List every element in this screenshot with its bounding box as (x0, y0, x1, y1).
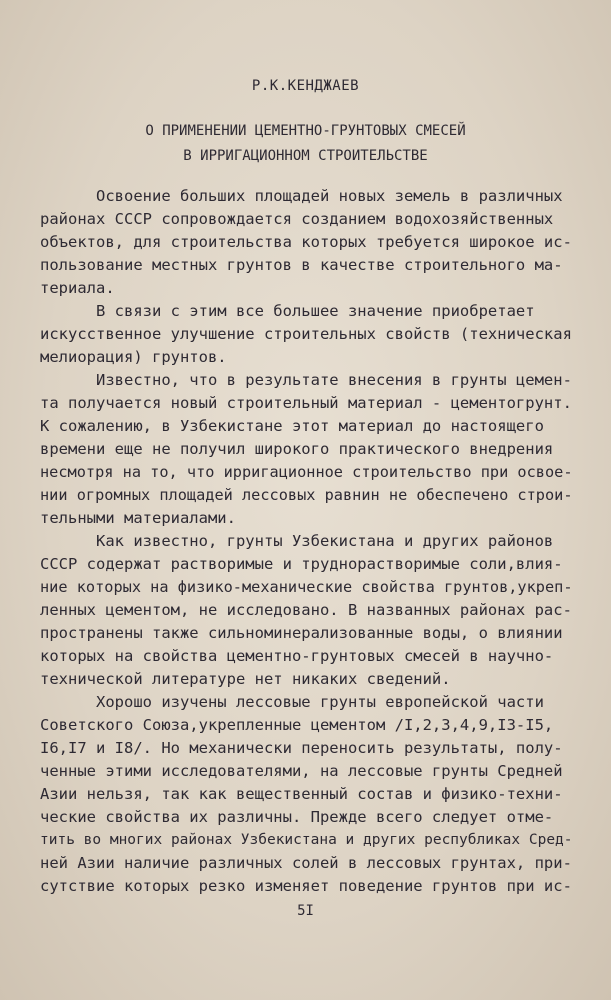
body-line: тельными материалами. (40, 509, 236, 527)
body-text (40, 185, 580, 898)
body-line: В связи с этим все большее значение приобретает (40, 302, 535, 320)
body-line: Освоение больших площадей новых земель в различных (40, 187, 563, 205)
body-line: несмотря на то, что ирригационное строительство при освое- (40, 463, 573, 481)
body-line: тить во многих районах Узбекистана и других республиках Сред- (40, 832, 573, 848)
body-line: ней Азии наличие различных солей в лессовых грунтах, при- (40, 854, 572, 872)
author-name: Р.К.КЕНДЖАЕВ (251, 78, 360, 94)
body-line: СССР содержат растворимые и труднорастворимые соли,влия- (40, 555, 563, 573)
body-line: К сожалению, в Узбекистане этот материал до настоящего (40, 417, 544, 435)
body-line: ленных цементом, не исследовано. В названных районах рас- (40, 601, 572, 619)
body-line: которых на свойства цементно-грунтовых смесей в научно- (40, 647, 554, 665)
body-line: нии огромных площадей лессовых равнин не обеспечено строи- (40, 486, 573, 504)
body-line: сутствие которых резко изменяет поведение грунтов при ис- (40, 877, 572, 895)
body-line: Известно, что в результате внесения в грунты цемен- (40, 371, 572, 389)
body-line: ние которых на физико-механические свойства грунтов,укреп- (40, 578, 573, 596)
body-line: та получается новый строительный материал - цементогрунт. (40, 394, 572, 412)
body-line: Хорошо изучены лессовые грунты европейской части (40, 693, 544, 711)
body-line: технической литературе нет никаких сведений. (40, 670, 451, 688)
body-line: Как известно, грунты Узбекистана и других районов (40, 532, 554, 550)
body-line: I6,I7 и I8/. Но механически переносить результаты, полу- (40, 739, 563, 757)
title-line-1: О ПРИМЕНЕНИИ ЦЕМЕНТНО-ГРУНТОВЫХ СМЕСЕЙ (145, 123, 466, 139)
body-line: объектов, для строительства которых требуется широкое ис- (40, 233, 572, 251)
page-number: 5I (297, 903, 314, 919)
body-line: районах СССР сопровождается созданием водохозяйственных (40, 210, 554, 228)
body-line: искусственное улучшение строительных свойств (техническая (40, 325, 572, 343)
body-line: времени еще не получил широкого практического внедрения (40, 440, 554, 458)
body-line: пользование местных грунтов в качестве строительного ма- (40, 256, 563, 274)
body-line: ченные этими исследователями, на лессовые грунты Средней (40, 762, 563, 780)
title-line-2: В ИРРИГАЦИОННОМ СТРОИТЕЛЬСТВЕ (183, 148, 428, 164)
body-line: териала. (40, 279, 115, 297)
body-line: ческие свойства их различны. Прежде всего следует отме- (40, 808, 554, 826)
body-line: Советского Союза,укрепленные цементом /I,2,3,4,9,I3-I5, (40, 716, 554, 734)
body-line: мелиорация) грунтов. (40, 348, 227, 366)
body-line: Азии нельзя, так как вещественный состав и физико-техни- (40, 785, 563, 803)
body-line: пространены также сильноминерализованные воды, о влиянии (40, 624, 563, 642)
